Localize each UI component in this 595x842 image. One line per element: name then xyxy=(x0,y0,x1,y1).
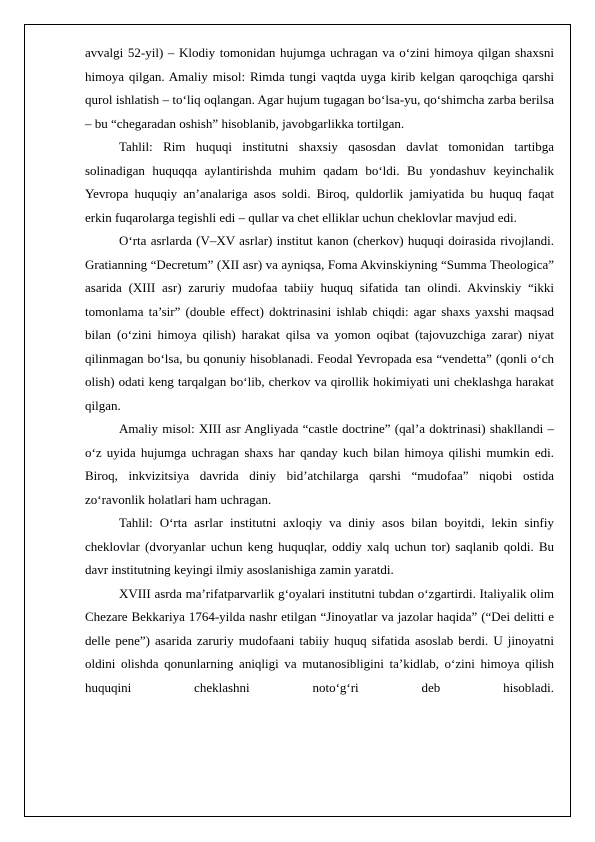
paragraph-2: Tahlil: Rim huquqi institutni shaxsiy qasosdan davlat tomonidan tartibga solinadigan huquqqa aylantirishda muhim qadam bo‘ldi. Bu yondashuv keyinchalik Yevropa huquqiy an’analariga asos soldi. Biroq, quldorlik jamiyatida bu huquq faqat erkin fuqarolarga tegishli edi – qullar va chet elliklar uchun cheklovlar mavjud edi. xyxy=(85,139,554,225)
paragraph-3: O‘rta asrlarda (V–XV asrlar) institut kanon (cherkov) huquqi doirasida rivojlandi. Gratianning “Decretum” (XII asr) va ayniqsa, Foma Akvinskiyning “Summa Theologica” asarida (XIII asr) zaruriy mudofaa tabiiy huquq sifatida tan olindi. Akvinskiy “ikki tomonlama ta’sir” (double effect) doktrinasini ishlab chiqdi: agar shaxs yaxshi maqsad bilan (o‘zini himoya qilish) harakat qilsa va yomon oqibat (tajovuzchiga zarar) niyat qilinmagan bo‘lsa, bu qonuniy hisoblanadi. Feodal Yevropada esa “vendetta” (qonli o‘ch olish) odati keng tarqalgan bo‘lib, cherkov va qirollik hokimiyati uni cheklashga harakat qilgan. xyxy=(85,233,554,413)
document-body xyxy=(85,41,554,699)
paragraph-4: Amaliy misol: XIII asr Angliyada “castle doctrine” (qal’a doktrinasi) shakllandi – o‘z uyida hujumga uchragan shaxs har qanday kuch bilan himoya qilishi mumkin edi. Biroq, inkvizitsiya davrida diniy bid’atchilarga qarshi “mudofaa” niqobi ostida zo‘ravonlik holatlari ham uchragan. xyxy=(85,421,554,507)
paragraph-6: XVIII asrda ma’rifatparvarlik g‘oyalari institutni tubdan o‘zgartirdi. Italiyalik olim Chezare Bekkariya 1764-yilda nashr etilgan “Jinoyatlar va jazolar haqida” (“Dei delitti e delle pene”) asarida zaruriy mudofaani tabiiy huquq sifatida asoslab berdi. U jinoyatni oldini olishda qonunlarning aniqligi va mutanosibligini ta’kidlab, o‘zini himoya qilish huquqini cheklashni noto‘g‘ri deb hisobladi. xyxy=(85,585,554,695)
paragraph-1: avvalgi 52-yil) – Klodiy tomonidan hujumga uchragan va o‘zini himoya qilgan shaxsni himoya qilgan. Amaliy misol: Rimda tungi vaqtda uyga kirib kelgan qaroqchiga qarshi qurol ishlatish – to‘liq oqlangan. Agar hujum tugagan bo‘lsa-yu, qo‘shimcha zarba berilsa – bu “chegaradan oshish” hisoblanib, javobgarlikka tortilgan. xyxy=(85,45,554,131)
paragraph-5: Tahlil: O‘rta asrlar institutni axloqiy va diniy asos bilan boyitdi, lekin sinfiy cheklovlar (dvoryanlar uchun keng huquqlar, oddiy xalq uchun tor) saqlanib qoldi. Bu davr institutning keyingi ilmiy asoslanishiga zamin yaratdi. xyxy=(85,515,554,577)
